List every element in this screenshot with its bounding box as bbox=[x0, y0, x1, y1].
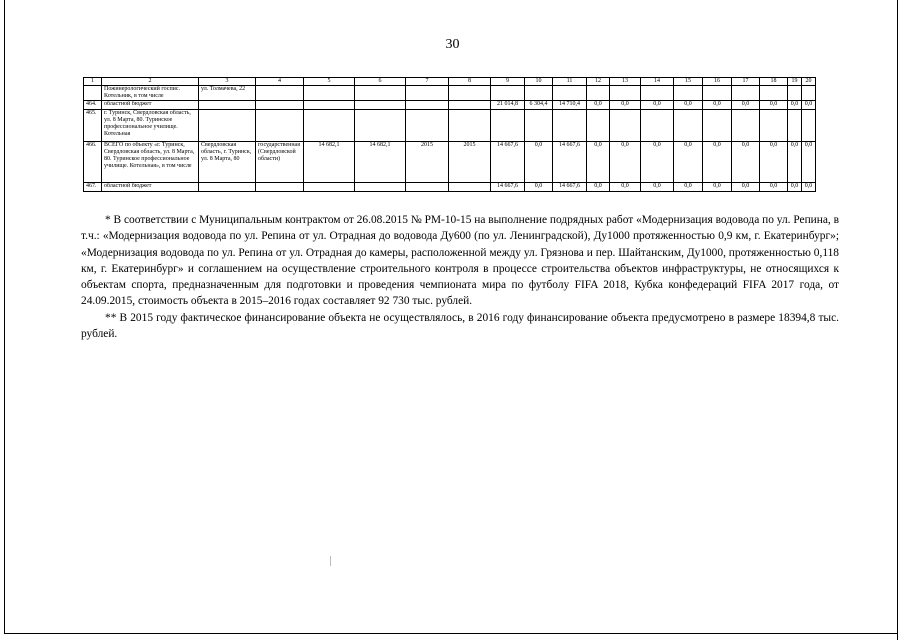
column-number: 7 bbox=[406, 78, 449, 86]
column-number: 16 bbox=[703, 78, 732, 86]
table-cell: 0,0 bbox=[674, 142, 703, 183]
row-number-cell: 464. bbox=[84, 101, 102, 110]
column-number: 17 bbox=[732, 78, 760, 86]
table-cell bbox=[256, 183, 304, 192]
column-number: 6 bbox=[355, 78, 406, 86]
table-row bbox=[84, 183, 816, 192]
table-row bbox=[84, 142, 816, 183]
table-cell bbox=[199, 183, 256, 192]
table-cell bbox=[355, 86, 406, 101]
footnote-1: * В соответствии с Муниципальным контрактом от 26.08.2015 № РМ-10-15 на выполнение подрядных работ «Модернизация водовода по ул. Репина, в т.ч.: «Модернизация водовода по ул. Репина от ул. Отрадная до водовода Ду600 (по ул. Ленинградской), Ду1000 протяженностью 0,9 км, г. Екатеринбург»; «Модернизация водовода по ул. Репина от ул. Отрадная до камеры, расположенной между ул. Грязнова и пер. Шайтанским, Ду1000, протяженностью 0,118 км, г. Екатеринбург» и соглашением на осуществление строительного контроля в процессе строительства объектов инфраструктуры, не относящихся к объектам спорта, предназначенным для подготовки и проведения чемпионата мира по футболу FIFA 2018, Кубка конфедераций FIFA 2017 года, от 24.09.2015, стоимость объекта в 2015–2016 годах составляет 92 730 тыс. рублей. bbox=[81, 214, 839, 308]
page-frame-bottom bbox=[4, 633, 897, 634]
table-cell: 0,0 bbox=[610, 183, 641, 192]
table-cell: 14 667,6 bbox=[553, 183, 587, 192]
table-cell: 0,0 bbox=[703, 101, 732, 110]
column-number: 13 bbox=[610, 78, 641, 86]
table-cell bbox=[760, 86, 788, 101]
table-cell: 0,0 bbox=[641, 183, 674, 192]
table-cell bbox=[641, 110, 674, 142]
table-cell bbox=[406, 86, 449, 101]
column-number: 18 bbox=[760, 78, 788, 86]
financing-table bbox=[83, 77, 816, 192]
table-cell: 0,0 bbox=[641, 101, 674, 110]
table-cell: 14 667,6 bbox=[491, 142, 525, 183]
table-cell: 0,0 bbox=[788, 183, 802, 192]
table-cell: 0,0 bbox=[732, 142, 760, 183]
row-label-cell: г. Туринск, Свердловская область, ул. 8 Марта, 80. Туринское профессиональное училище. Котельная bbox=[102, 110, 199, 142]
table-cell bbox=[802, 110, 816, 142]
table-cell: 14 710,4 bbox=[553, 101, 587, 110]
column-number: 20 bbox=[802, 78, 816, 86]
row-label-cell: ВСЕГО по объекту «г. Туринск, Свердловская область, ул. 8 Марта, 80. Туринское профессиональное училище. Котельная», в том числе bbox=[102, 142, 199, 183]
table-cell bbox=[802, 86, 816, 101]
table-cell bbox=[256, 101, 304, 110]
table-cell bbox=[449, 110, 491, 142]
column-number: 1 bbox=[84, 78, 102, 86]
table-cell bbox=[788, 86, 802, 101]
table-row bbox=[84, 110, 816, 142]
column-number: 2 bbox=[102, 78, 199, 86]
table-cell bbox=[199, 101, 256, 110]
column-number: 5 bbox=[304, 78, 355, 86]
table-cell: 0,0 bbox=[587, 183, 610, 192]
table-cell bbox=[674, 86, 703, 101]
table-cell: 0,0 bbox=[674, 101, 703, 110]
table-cell: Свердловская область, г. Туринск, ул. 8 Марта, 80 bbox=[199, 142, 256, 183]
column-number: 10 bbox=[525, 78, 553, 86]
table-cell bbox=[199, 110, 256, 142]
table-cell: 14 682,1 bbox=[355, 142, 406, 183]
table-cell: 0,0 bbox=[610, 142, 641, 183]
table-cell: 0,0 bbox=[641, 142, 674, 183]
table-cell bbox=[406, 183, 449, 192]
column-number: 19 bbox=[788, 78, 802, 86]
table-cell: 0,0 bbox=[587, 101, 610, 110]
row-label-cell: областной бюджет bbox=[102, 183, 199, 192]
table-cell: 14 667,6 bbox=[491, 183, 525, 192]
table-cell: 21 014,8 bbox=[491, 101, 525, 110]
table-row bbox=[84, 101, 816, 110]
table-cell bbox=[304, 86, 355, 101]
row-number-cell: 467. bbox=[84, 183, 102, 192]
table-cell bbox=[732, 86, 760, 101]
table-cell bbox=[355, 183, 406, 192]
table-cell bbox=[553, 110, 587, 142]
table-cell bbox=[732, 110, 760, 142]
row-number-cell: 466. bbox=[84, 142, 102, 183]
table-cell: 0,0 bbox=[703, 142, 732, 183]
table-cell: 6 304,4 bbox=[525, 101, 553, 110]
table-cell: 0,0 bbox=[760, 183, 788, 192]
table-cell bbox=[641, 86, 674, 101]
table-cell bbox=[674, 110, 703, 142]
column-number: 9 bbox=[491, 78, 525, 86]
table-cell bbox=[449, 86, 491, 101]
table-header-row bbox=[84, 78, 816, 86]
column-number: 12 bbox=[587, 78, 610, 86]
column-number: 11 bbox=[553, 78, 587, 86]
table-cell: 0,0 bbox=[760, 101, 788, 110]
scan-mark bbox=[330, 556, 331, 566]
table-cell bbox=[449, 101, 491, 110]
table-cell: 2015 bbox=[406, 142, 449, 183]
table-cell bbox=[760, 110, 788, 142]
table-cell bbox=[256, 110, 304, 142]
table-cell: ул. Толмачева, 22 bbox=[199, 86, 256, 101]
table-cell bbox=[703, 110, 732, 142]
column-number: 3 bbox=[199, 78, 256, 86]
table-cell: 0,0 bbox=[760, 142, 788, 183]
page-frame-right bbox=[897, 0, 898, 640]
column-number: 8 bbox=[449, 78, 491, 86]
table-cell: 0,0 bbox=[732, 183, 760, 192]
table-cell bbox=[355, 101, 406, 110]
table-cell: 14 667,6 bbox=[553, 142, 587, 183]
column-number: 4 bbox=[256, 78, 304, 86]
table-cell bbox=[491, 86, 525, 101]
table-cell: государственная (Свердловской области) bbox=[256, 142, 304, 183]
table-cell: 0,0 bbox=[788, 142, 802, 183]
table-cell bbox=[703, 86, 732, 101]
table-cell: 0,0 bbox=[788, 101, 802, 110]
row-label-cell: Пожинерологический госпис. Котельник, в том числе bbox=[102, 86, 199, 101]
table-cell bbox=[525, 86, 553, 101]
column-number: 14 bbox=[641, 78, 674, 86]
table-cell: 0,0 bbox=[587, 142, 610, 183]
table-cell: 0,0 bbox=[610, 101, 641, 110]
table-cell: 0,0 bbox=[802, 142, 816, 183]
table-cell bbox=[587, 110, 610, 142]
table-cell bbox=[304, 101, 355, 110]
table-cell: 2015 bbox=[449, 142, 491, 183]
table-row bbox=[84, 86, 816, 101]
table-cell: 0,0 bbox=[525, 183, 553, 192]
table-cell bbox=[788, 110, 802, 142]
page-number: 30 bbox=[445, 37, 460, 52]
row-number-cell: 465. bbox=[84, 110, 102, 142]
table-cell bbox=[449, 183, 491, 192]
table-cell: 14 682,1 bbox=[304, 142, 355, 183]
table-cell bbox=[304, 183, 355, 192]
table-cell bbox=[610, 110, 641, 142]
table-cell bbox=[304, 110, 355, 142]
table-cell bbox=[553, 86, 587, 101]
table-cell bbox=[525, 110, 553, 142]
table-cell: 0,0 bbox=[525, 142, 553, 183]
table-cell bbox=[406, 101, 449, 110]
row-number-cell bbox=[84, 86, 102, 101]
table-cell: 0,0 bbox=[802, 183, 816, 192]
column-number: 15 bbox=[674, 78, 703, 86]
footnotes bbox=[81, 212, 839, 342]
table-cell: 0,0 bbox=[674, 183, 703, 192]
footnote-2: ** В 2015 году фактическое финансирование объекта не осуществлялось, в 2016 году финансирование объекта предусмотрено в размере 18394,8 тыс. рублей. bbox=[81, 311, 839, 341]
table-cell: 0,0 bbox=[802, 101, 816, 110]
table-cell bbox=[491, 110, 525, 142]
table-cell bbox=[610, 86, 641, 101]
table-cell: 0,0 bbox=[703, 183, 732, 192]
table-cell bbox=[406, 110, 449, 142]
table-cell bbox=[256, 86, 304, 101]
table-cell bbox=[587, 86, 610, 101]
row-label-cell: областной бюджет bbox=[102, 101, 199, 110]
page-frame-left bbox=[4, 0, 5, 634]
table-cell bbox=[355, 110, 406, 142]
table-cell: 0,0 bbox=[732, 101, 760, 110]
